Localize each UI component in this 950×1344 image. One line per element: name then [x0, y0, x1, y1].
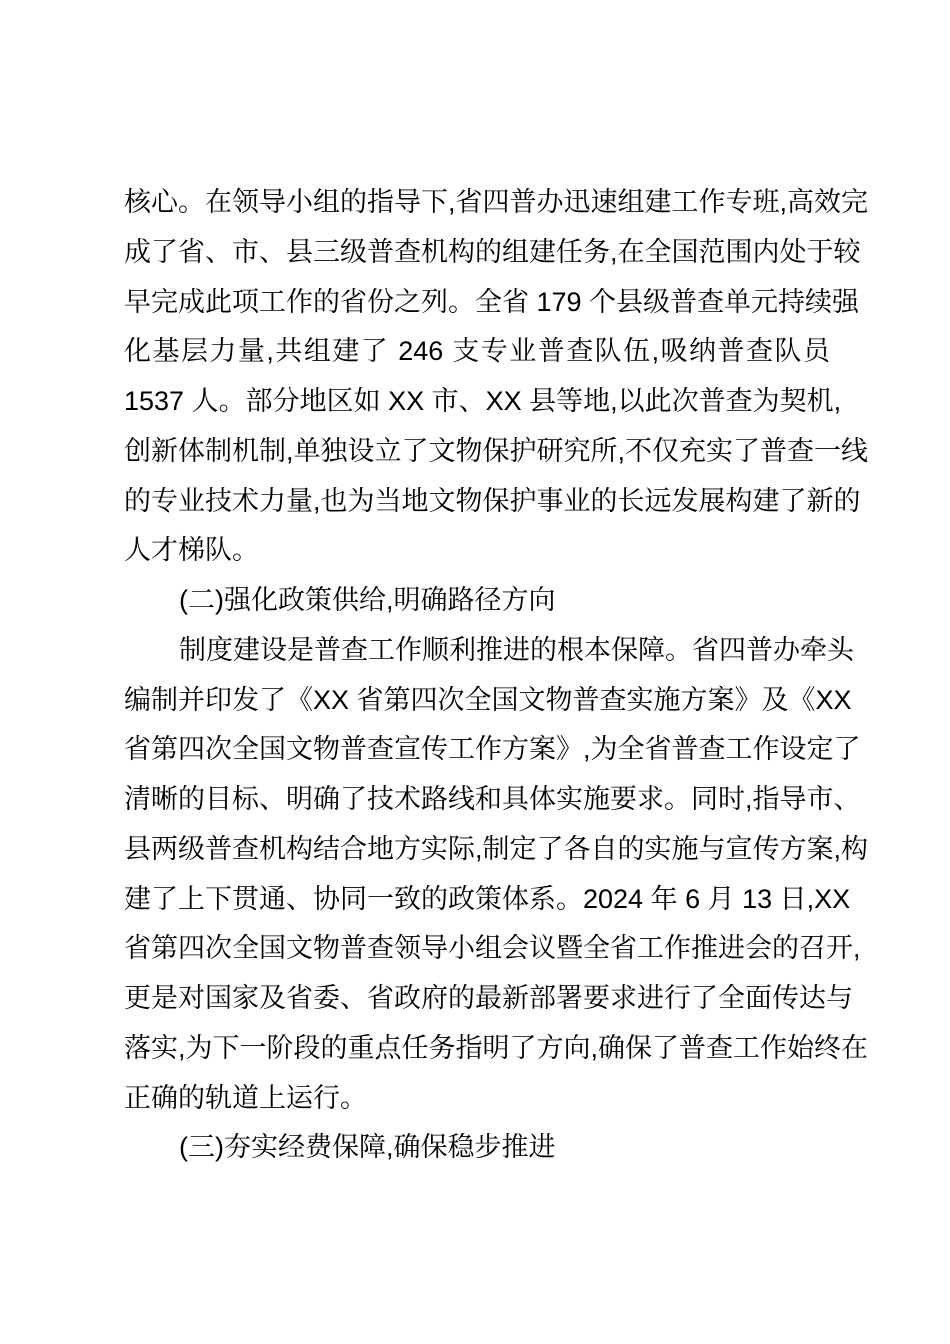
text-line: 清晰的目标、明确了技术路线和具体实施要求。同时,指导市、 [124, 784, 861, 814]
text-line: (三)夯实经费保障,确保稳步推进 [179, 1132, 556, 1163]
text-line: 建了上下贯通、协同一致的政策体系。2024 年 6 月 13 日,XX [124, 883, 851, 914]
text-line: 正确的轨道上运行。 [124, 1082, 367, 1113]
text-line: 省第四次全国文物普查宣传工作方案》,为全省普查工作设定了 [124, 734, 861, 765]
text-line: 早完成此项工作的省份之列。全省 179 个县级普查单元持续强 [124, 286, 860, 317]
text-line: 更是对国家及省委、省政府的最新部署要求进行了全面传达与 [124, 983, 853, 1013]
text-line: 人才梯队。 [124, 535, 259, 566]
text-line: 县两级普查机构结合地方实际,制定了各自的实施与宣传方案,构 [124, 833, 869, 864]
text-line: 核心。在领导小组的指导下,省四普办迅速组建工作专班,高效完 [124, 187, 869, 217]
text-line: 1537 人。部分地区如 XX 市、XX 县等地,以此次普查为契机, [124, 386, 842, 416]
document-text-block [124, 178, 869, 1173]
section-heading [124, 1123, 830, 1173]
text-line: 成了省、市、县三级普查机构的组建任务,在全国范围内处于较 [124, 236, 861, 267]
text-line: 落实,为下一阶段的重点任务指明了方向,确保了普查工作始终在 [124, 1032, 869, 1063]
text-line: (二)强化政策供给,明确路径方向 [179, 585, 556, 615]
body-paragraph [124, 626, 869, 1124]
text-line: 创新体制机制,单独设立了文物保护研究所,不仅充实了普查一线 [124, 435, 869, 466]
text-line: 的专业技术力量,也为当地文物保护事业的长远发展构建了新的 [124, 485, 861, 516]
text-line: 省第四次全国文物普查领导小组会议暨全省工作推进会的召开, [124, 933, 861, 964]
text-line: 化基层力量,共组建了 246 支专业普查队伍,吸纳普查队员 [124, 336, 830, 367]
body-paragraph-continuation [124, 178, 869, 576]
text-line: 编制并印发了《XX 省第四次全国文物普查实施方案》及《XX [124, 684, 852, 715]
text-line: 制度建设是普查工作顺利推进的根本保障。省四普办牵头 [179, 634, 854, 665]
section-heading [124, 576, 830, 626]
